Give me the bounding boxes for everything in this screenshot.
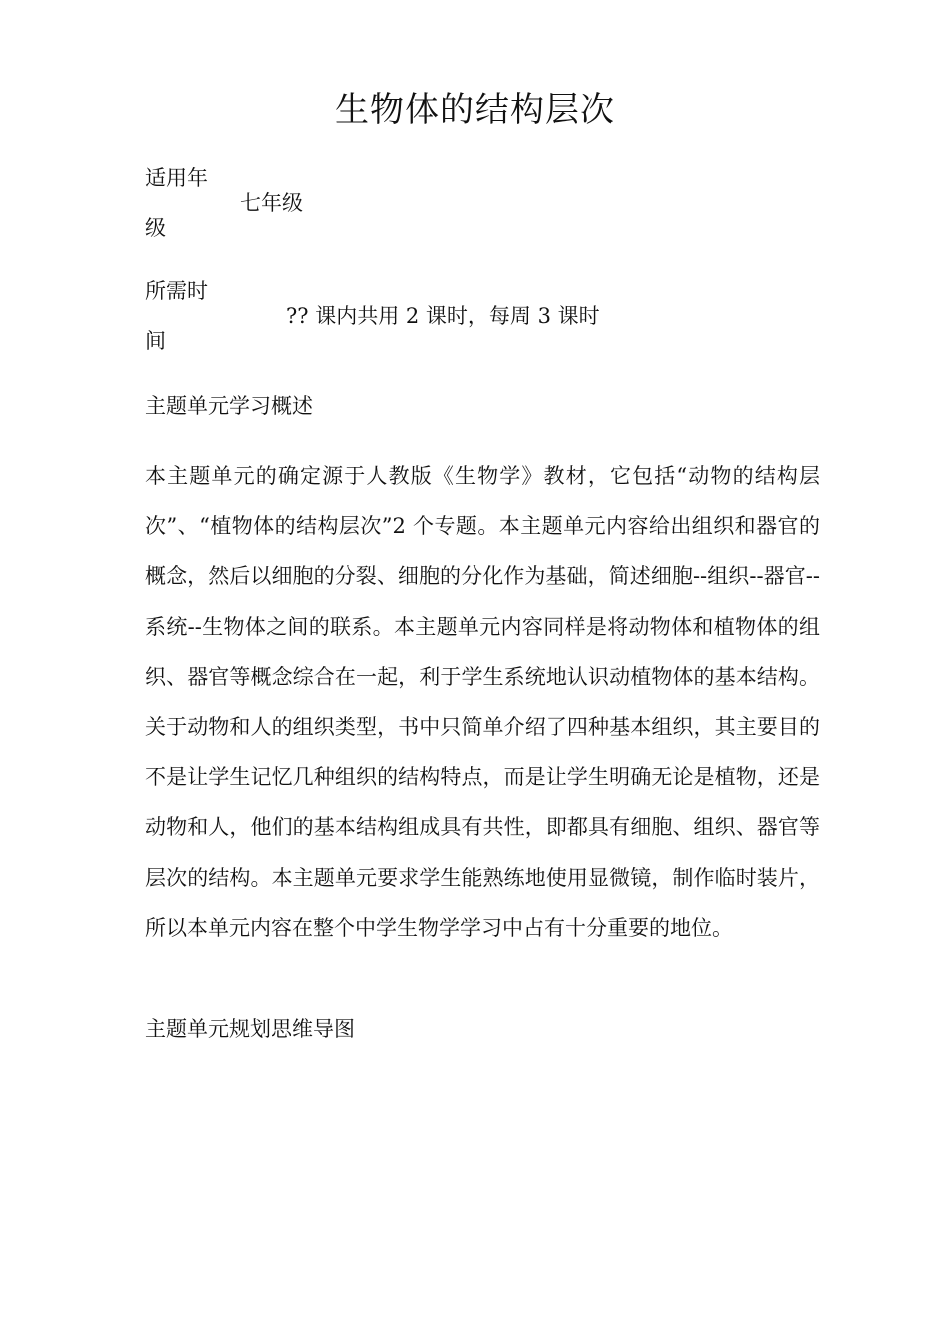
duration-value: ?? 课内共用 2 课时，每周 3 课时 xyxy=(286,304,600,328)
overview-heading: 主题单元学习概述 xyxy=(145,394,313,418)
grade-value: 七年级 xyxy=(240,191,303,215)
document-title: 生物体的结构层次 xyxy=(335,90,615,130)
duration-label: 所需时间 xyxy=(145,279,208,353)
mindmap-heading: 主题单元规划思维导图 xyxy=(145,1017,355,1041)
grade-label: 适用年级 xyxy=(145,166,208,240)
overview-body: 本主题单元的确定源于人教版《生物学》教材，它包括“动物的结构层次”、“植物体的结构层次”2 个专题。本主题单元内容给出组织和器官的概念，然后以细胞的分裂、细胞的分化作为基础，简述细胞--组织--器官--系统--生物体之间的联系。本主题单元内容同样是将动物体和植物体的组织、器官等概念综合在一起，利于学生系统地认识动植物体的基本结构。关于动物和人的组织类型，书中只简单介绍了四种基本组织，其主要目的不是让学生记忆几种组织的结构特点，而是让学生明确无论是植物，还是动物和人，他们的基本结构组成具有共性，即都具有细胞、组织、器官等层次的结构。本主题单元要求学生能熟练地使用显微镜，制作临时装片，所以本单元内容在整个中学生物学学习中占有十分重要的地位。 xyxy=(145,464,820,940)
